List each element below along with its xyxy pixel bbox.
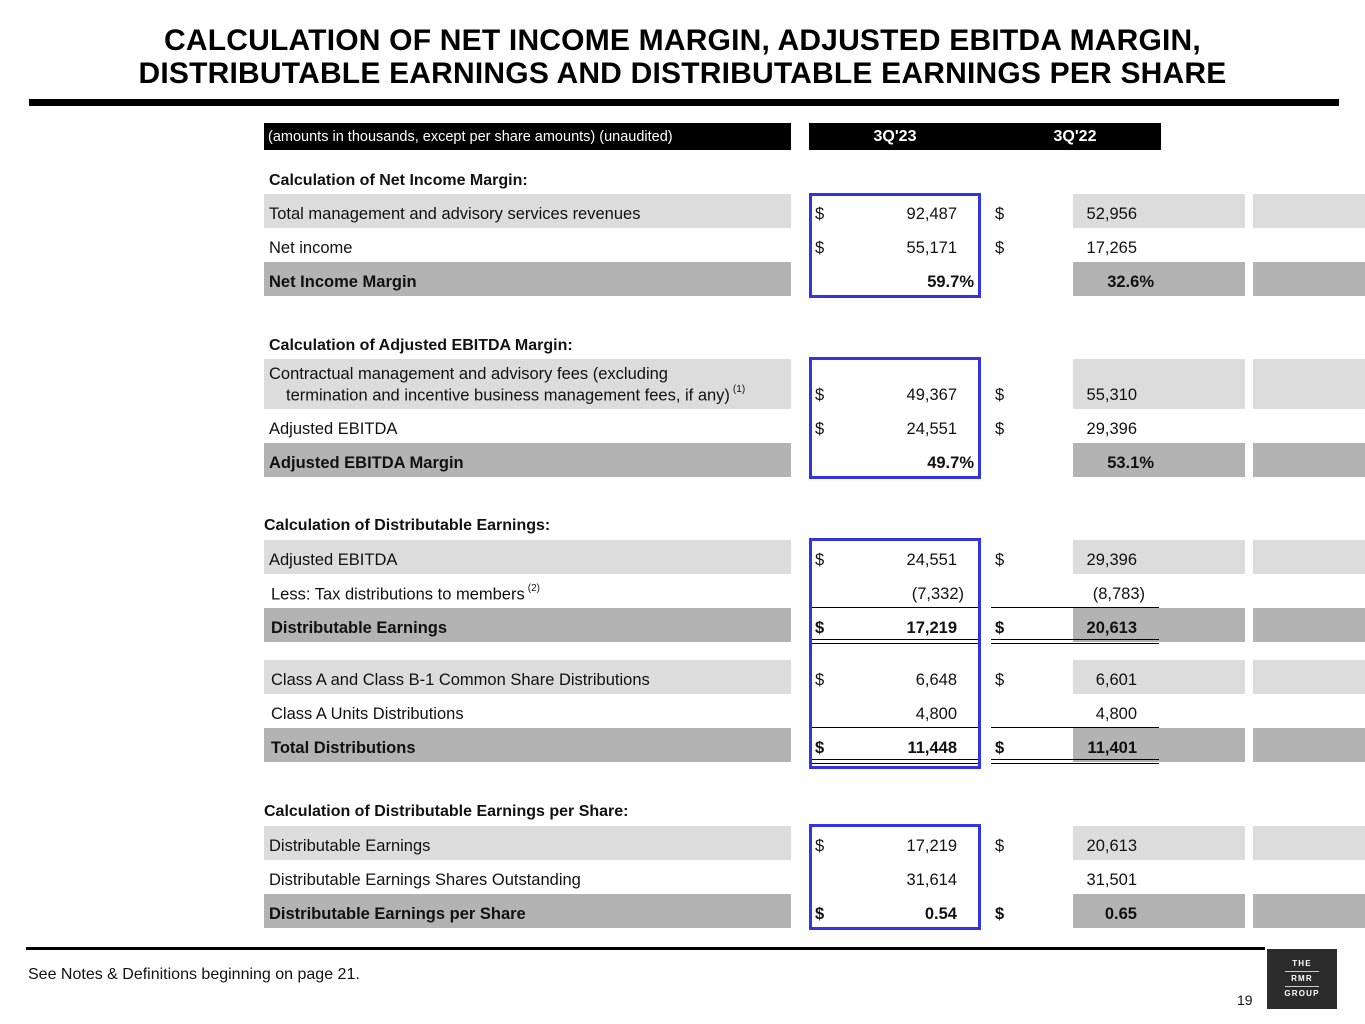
- table-row: [264, 409, 1161, 443]
- value-3q23: 49,367: [906, 386, 957, 404]
- row-label: Adjusted EBITDA: [269, 420, 398, 438]
- page-title-line2: DISTRIBUTABLE EARNINGS AND DISTRIBUTABLE EARNINGS PER SHARE: [138, 57, 1227, 90]
- footer-divider: [26, 947, 1265, 950]
- table-row-total: [264, 608, 1161, 642]
- row-label-line1: Contractual management and advisory fees (excluding: [269, 365, 668, 383]
- value-3q22: 20,613: [1086, 619, 1137, 637]
- footnote-marker: (2): [527, 583, 540, 594]
- value-3q22: 55,310: [1086, 386, 1137, 404]
- currency-symbol: $: [815, 386, 825, 404]
- currency-symbol: $: [995, 619, 1005, 637]
- currency-symbol: $: [815, 905, 825, 923]
- table-header-note: (amounts in thousands, except per share amounts) (unaudited): [264, 123, 791, 150]
- highlight-box: [809, 824, 981, 930]
- currency-symbol: $: [815, 420, 825, 438]
- table-row: [264, 826, 1161, 860]
- currency-symbol: $: [815, 239, 825, 257]
- value-3q22: 52,956: [1086, 205, 1137, 223]
- row-label: Total management and advisory services revenues: [269, 205, 641, 223]
- logo-line3: GROUP: [1284, 989, 1320, 998]
- row-label: Adjusted EBITDA Margin: [269, 454, 464, 472]
- row-label-line2: termination and incentive business management fees, if any): [286, 386, 730, 405]
- value-3q22: 32.6%: [1107, 273, 1154, 291]
- total-double-rule: [991, 759, 1159, 764]
- value-3q23: 31,614: [906, 871, 957, 889]
- value-3q23: 59.7%: [927, 273, 974, 291]
- column-header-3q22: 3Q'22: [1053, 128, 1097, 145]
- page-number: 19: [1237, 992, 1253, 1008]
- value-3q22: 53.1%: [1107, 454, 1154, 472]
- logo-line2: RMR: [1291, 974, 1313, 983]
- value-3q23: 55,171: [906, 239, 957, 257]
- footnote-marker: (1): [732, 384, 746, 395]
- table-row: [264, 359, 1161, 409]
- currency-symbol: $: [995, 671, 1005, 689]
- table-row: [264, 660, 1161, 694]
- value-3q22: 17,265: [1086, 239, 1137, 257]
- currency-symbol: $: [995, 239, 1005, 257]
- page-title: [0, 24, 1365, 90]
- value-3q22: 6,601: [1095, 671, 1137, 689]
- value-3q22: 4,800: [1095, 705, 1137, 723]
- currency-symbol: $: [815, 205, 825, 223]
- total-double-rule: [991, 639, 1159, 644]
- row-label: Class A Units Distributions: [271, 705, 464, 723]
- table-row: [264, 860, 1161, 894]
- row-label: Distributable Earnings per Share: [269, 905, 526, 923]
- section-title-net-income-margin: Calculation of Net Income Margin:: [269, 172, 528, 189]
- currency-symbol: $: [995, 386, 1005, 404]
- currency-symbol: $: [995, 420, 1005, 438]
- currency-symbol: $: [995, 905, 1005, 923]
- table-row: [264, 540, 1161, 574]
- section-title-distributable-earnings: Calculation of Distributable Earnings:: [264, 517, 551, 534]
- currency-symbol: $: [995, 551, 1005, 569]
- table-row: [264, 694, 1161, 728]
- value-3q22: (8,783): [1092, 585, 1145, 603]
- section-title-de-per-share: Calculation of Distributable Earnings per Share:: [264, 803, 629, 820]
- value-3q22: 29,396: [1086, 551, 1137, 569]
- value-3q23: 92,487: [906, 205, 957, 223]
- value-3q23: 11,448: [907, 739, 957, 757]
- value-3q22: 31,501: [1086, 871, 1137, 889]
- row-label: Distributable Earnings: [269, 837, 431, 855]
- highlight-box: [809, 357, 981, 479]
- value-3q22: 11,401: [1087, 739, 1137, 757]
- value-3q23: 6,648: [915, 671, 957, 689]
- row-label: Class A and Class B-1 Common Share Distributions: [271, 671, 650, 689]
- row-label: Distributable Earnings Shares Outstanding: [269, 871, 581, 889]
- value-3q22: 29,396: [1086, 420, 1137, 438]
- row-label: Adjusted EBITDA: [269, 551, 398, 569]
- page-title-line1: CALCULATION OF NET INCOME MARGIN, ADJUSTED EBITDA MARGIN,: [164, 24, 1201, 57]
- value-3q22: 0.65: [1104, 905, 1137, 923]
- currency-symbol: $: [995, 205, 1005, 223]
- table-row-total: [264, 894, 1161, 928]
- value-3q23: 17,219: [906, 619, 957, 637]
- value-3q23: 49.7%: [927, 454, 974, 472]
- value-3q23: (7,332): [911, 585, 964, 603]
- table-header-columns: [809, 123, 1161, 150]
- currency-symbol: $: [995, 739, 1005, 757]
- highlight-box: [809, 193, 981, 298]
- logo-line1: THE: [1292, 959, 1312, 968]
- row-label: Net Income Margin: [269, 273, 417, 291]
- table-row: [264, 194, 1161, 228]
- column-header-3q23: 3Q'23: [873, 128, 917, 145]
- row-label: Distributable Earnings: [271, 619, 448, 637]
- currency-symbol: $: [815, 671, 825, 689]
- currency-symbol: $: [815, 619, 825, 637]
- value-3q23: 4,800: [915, 705, 957, 723]
- currency-symbol: $: [815, 551, 825, 569]
- currency-symbol: $: [815, 739, 825, 757]
- rmr-logo: [1267, 949, 1337, 1009]
- value-3q23: 0.54: [924, 905, 957, 923]
- table-row-total: [264, 262, 1161, 296]
- section-title-adjusted-ebitda-margin: Calculation of Adjusted EBITDA Margin:: [269, 337, 573, 354]
- table-row-total: [264, 443, 1161, 477]
- value-3q23: 24,551: [906, 420, 957, 438]
- value-3q23: 17,219: [906, 837, 957, 855]
- value-3q22: 20,613: [1086, 837, 1137, 855]
- footer-note: See Notes & Definitions beginning on page 21.: [28, 966, 360, 983]
- row-label: Total Distributions: [271, 739, 416, 757]
- highlight-box: [809, 538, 981, 769]
- currency-symbol: $: [995, 837, 1005, 855]
- value-3q23: 24,551: [906, 551, 957, 569]
- table-row: [264, 574, 1161, 608]
- table-row: [264, 228, 1161, 262]
- title-divider: [29, 99, 1339, 106]
- table-row-total: [264, 728, 1161, 762]
- row-label: Less: Tax distributions to members: [271, 585, 525, 604]
- currency-symbol: $: [815, 837, 825, 855]
- row-label: Net income: [269, 239, 353, 257]
